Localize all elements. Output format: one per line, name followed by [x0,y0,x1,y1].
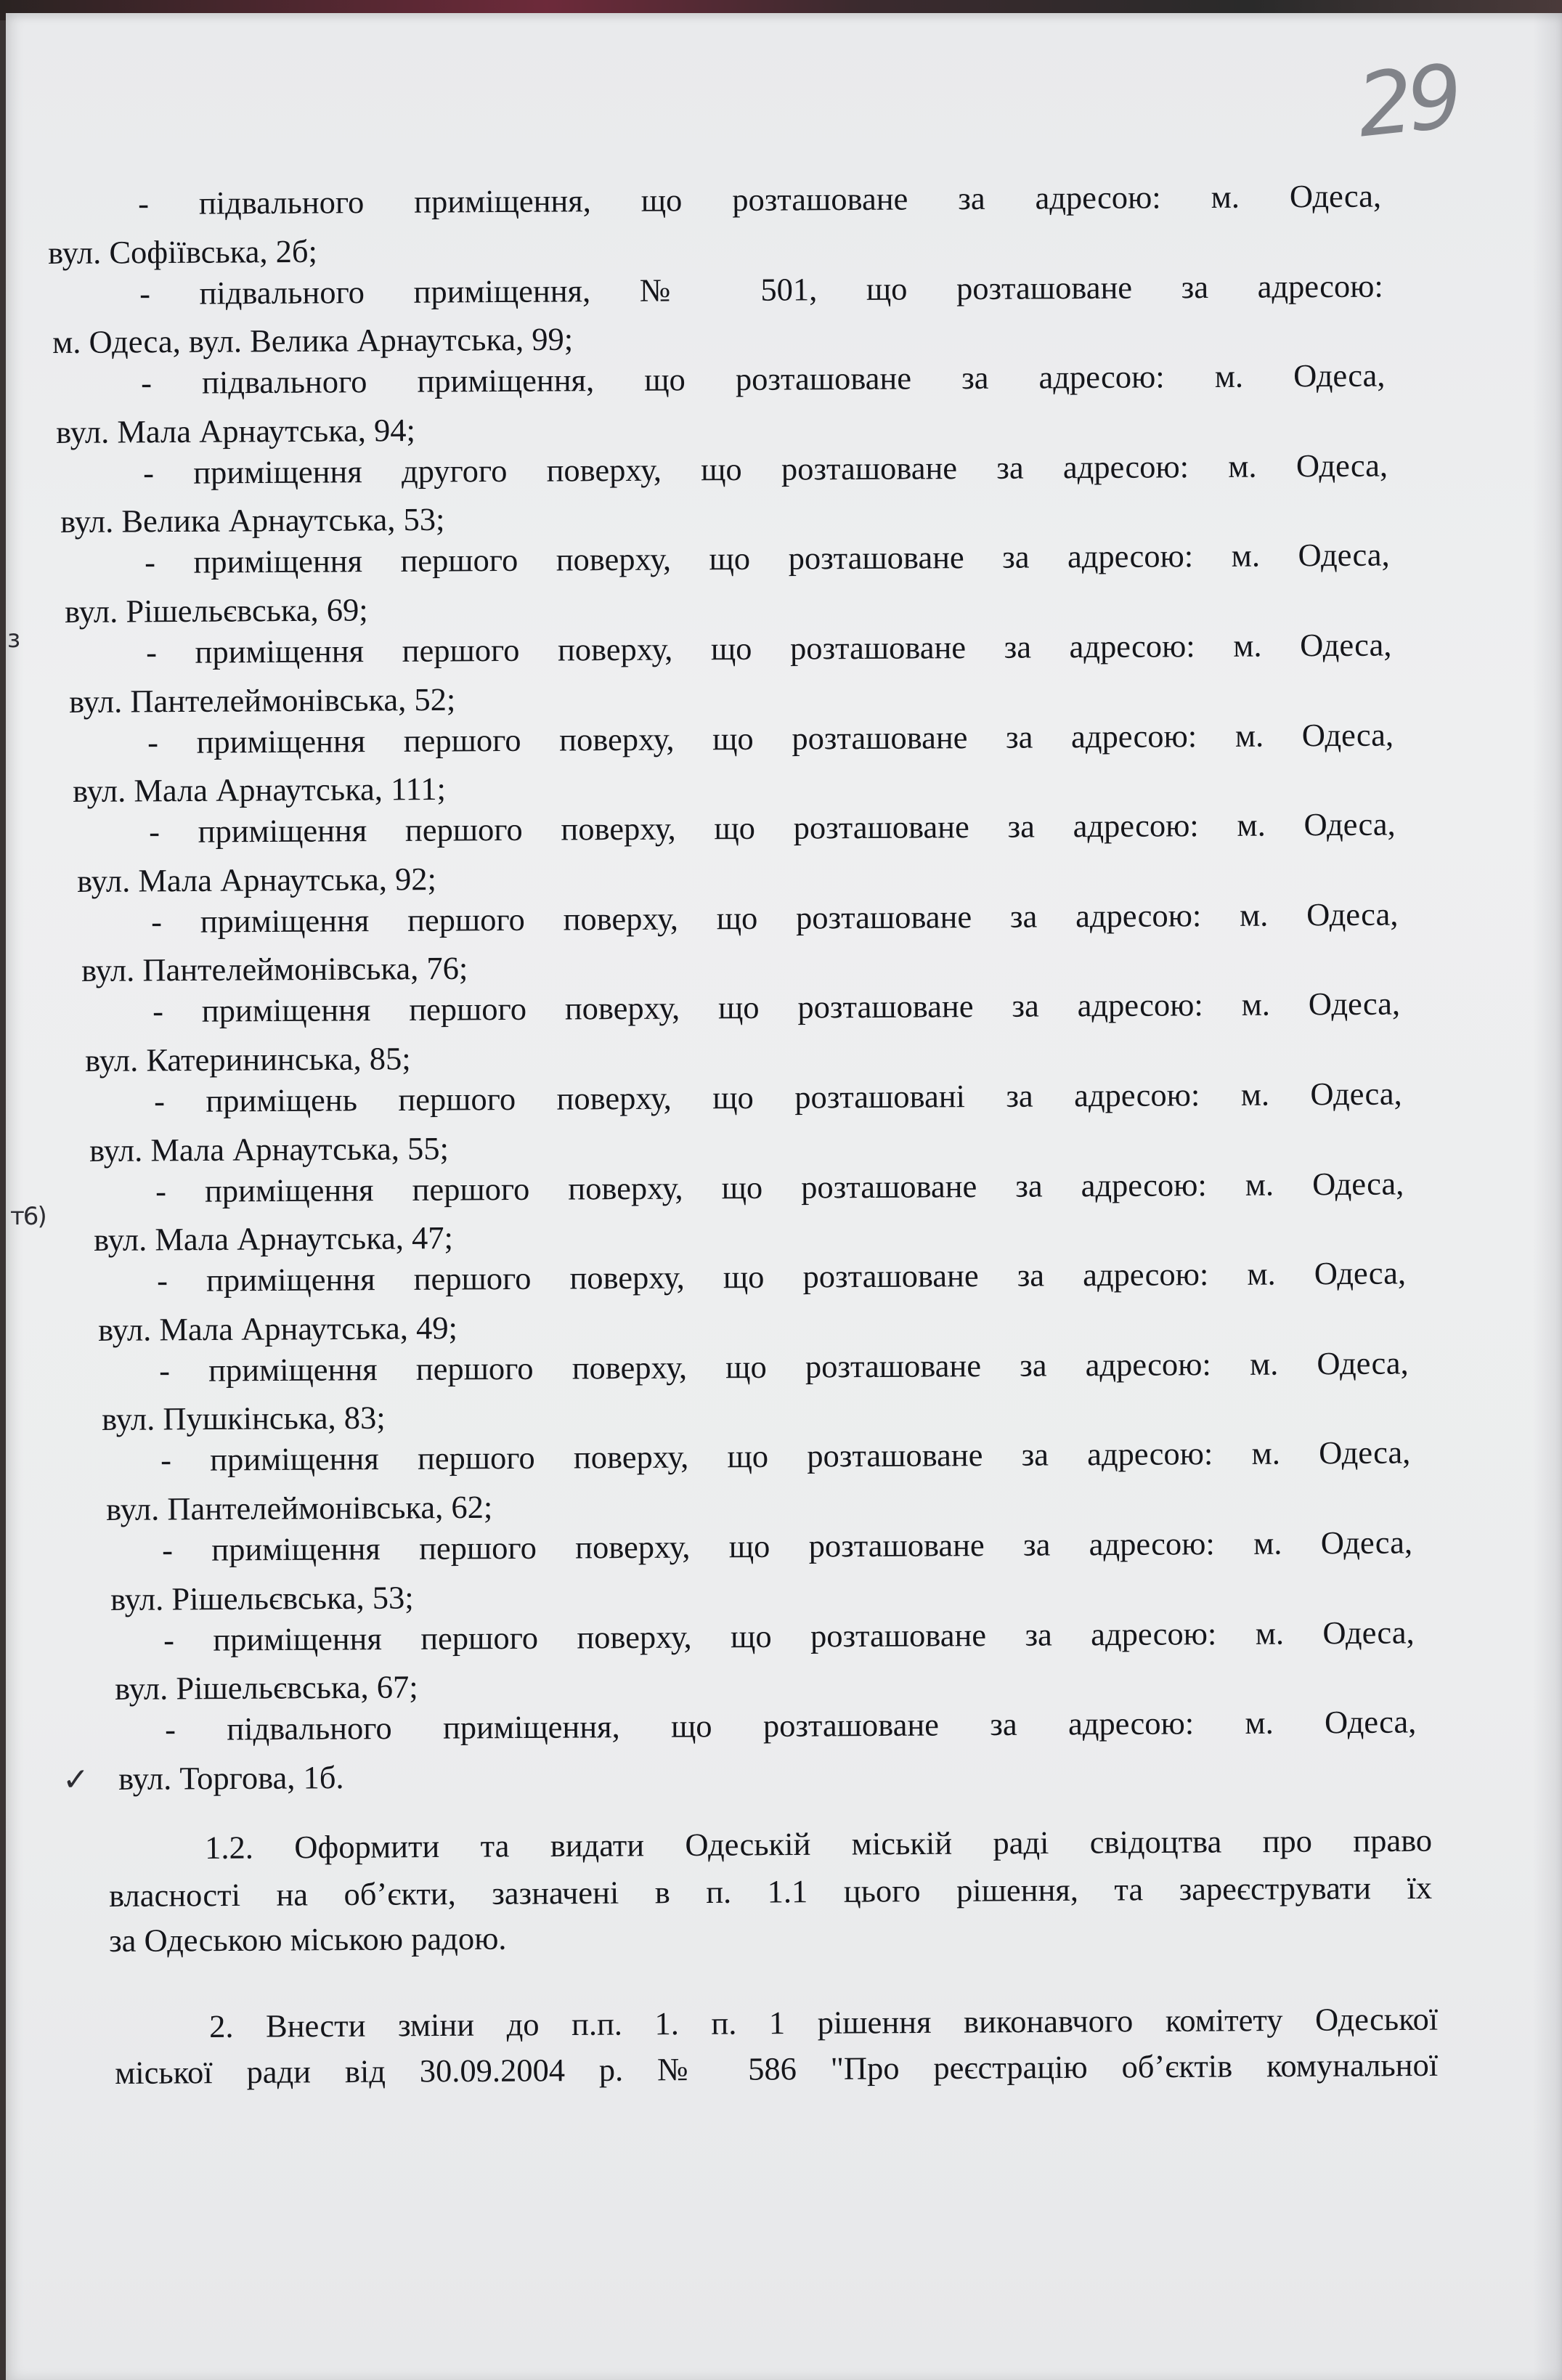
paragraph-line: 2. Внести зміни до п.п. 1. п. 1 рішення виконавчого комітету Одеської [208,2000,1439,2044]
page-edge-shadow [1533,13,1562,2380]
list-item-second-line: вул. Катерининська, 85; [85,1040,412,1079]
list-item-second-line: вул. Пантелеймонівська, 76; [81,950,468,989]
list-item-second-line: вул. Рішельєвська, 67; [114,1668,418,1707]
list-item-first-line: - приміщення першого поверху, що розташоване за адресою: м. Одеса, [157,1254,1407,1299]
list-item-first-line: - приміщення першого поверху, що розташоване за адресою: м. Одеса, [147,716,1394,760]
list-item-second-line: вул. Мала Арнаутська, 94; [56,411,416,450]
paragraph-line: власності на об’єкти, зазначені в п. 1.1 цього рішення, та зареєструвати їх [108,1869,1433,1914]
list-item-second-line: вул. Пантелеймонівська, 62; [106,1488,493,1527]
list-item-first-line: - приміщення першого поверху, що розташоване за адресою: м. Одеса, [145,626,1392,670]
paragraph-line: за Одеською міською радою. [108,1920,507,1959]
list-item-first-line: - приміщення першого поверху, що розташоване за адресою: м. Одеса, [160,1434,1411,1479]
list-item-second-line: вул. Велика Арнаутська, 53; [60,501,445,540]
list-item-first-line: - приміщення першого поверху, що розташоване за адресою: м. Одеса, [150,895,1399,940]
list-item-first-line: - приміщень першого поверху, що розташовані за адресою: м. Одеса, [153,1075,1402,1119]
list-item-first-line: - приміщення другого поверху, що розташоване за адресою: м. Одеса, [142,447,1388,491]
margin-mark: т6) [10,1202,46,1231]
paragraph-line: 1.2. Оформити та видати Одеській міській раді свідоцтва про право [204,1821,1433,1866]
list-item-second-line: м. Одеса, вул. Велика Арнаутська, 99; [52,320,574,361]
list-item-first-line: - підвального приміщення, № 501, що розташоване за адресою: [139,267,1384,312]
list-item-second-line: вул. Мала Арнаутська, 47; [93,1219,454,1259]
margin-mark: з [7,625,21,654]
list-item-first-line: - приміщення першого поверху, що розташоване за адресою: м. Одеса, [155,1165,1404,1209]
list-item-second-line: вул. Мала Арнаутська, 55; [89,1129,450,1169]
list-item-first-line: - підвального приміщення, що розташоване за адресою: м. Одеса, [165,1703,1417,1748]
handwritten-page-number: 29 [1352,46,1463,158]
list-item-second-line: вул. Мала Арнаутська, 92; [77,860,437,899]
list-item-first-line: - підвального приміщення, що розташоване за адресою: м. Одеса, [137,177,1382,222]
list-item-second-line: вул. Пантелеймонівська, 52; [68,681,455,720]
list-item-second-line: вул. Торгова, 1б. [118,1758,344,1797]
list-item-second-line: вул. Рішельєвська, 69; [64,591,368,630]
list-item-first-line: - приміщення першого поверху, що розташоване за адресою: м. Одеса, [144,536,1390,581]
list-item-second-line: вул. Мала Арнаутська, 49; [97,1309,457,1348]
paragraph-line: міської ради від 30.09.2004 р. № 586 "Про реєстрацію об’єктів комунальної [114,2046,1439,2091]
list-item-first-line: - приміщення першого поверху, що розташоване за адресою: м. Одеса, [161,1524,1413,1568]
list-item-first-line: - приміщення першого поверху, що розташоване за адресою: м. Одеса, [152,985,1400,1030]
list-item-second-line: вул. Софіївська, 2б; [47,232,318,271]
list-item-first-line: - приміщення першого поверху, що розташоване за адресою: м. Одеса, [163,1614,1415,1658]
list-item-second-line: вул. Рішельєвська, 53; [110,1578,414,1617]
list-item-first-line: - приміщення першого поверху, що розташоване за адресою: м. Одеса, [149,805,1396,850]
list-item-second-line: вул. Пушкінська, 83; [102,1399,386,1438]
list-item-first-line: - приміщення першого поверху, що розташоване за адресою: м. Одеса, [158,1344,1409,1389]
list-item-second-line: вул. Мала Арнаутська, 111; [73,770,447,810]
list-item-first-line: - підвального приміщення, що розташоване за адресою: м. Одеса, [141,357,1386,402]
margin-mark: ✓ [62,1761,89,1798]
